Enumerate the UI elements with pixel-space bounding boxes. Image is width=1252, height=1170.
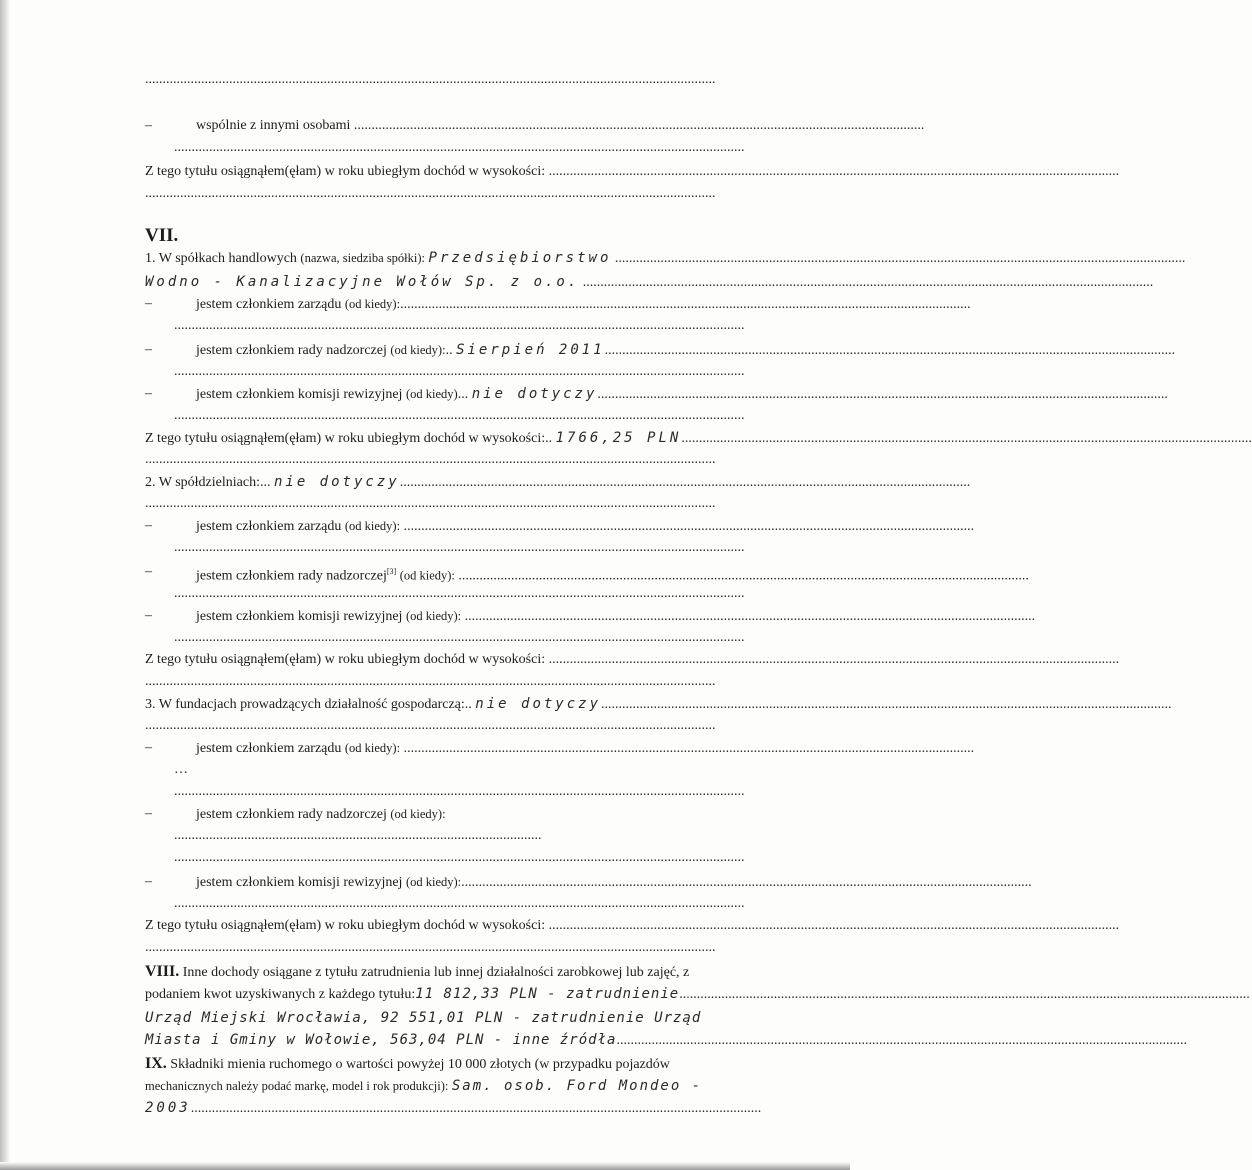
handwritten-answer: Miasta i Gminy w Wołowie, 563,04 PLN - inne źródła bbox=[145, 1032, 617, 1048]
item-jointly: wspólnie z innymi osobami ................................................................................................................................................................... bbox=[196, 118, 925, 133]
list-dash: – bbox=[145, 806, 152, 821]
dotted-line: ................................................................................................................................................................... bbox=[174, 140, 745, 155]
list-dash: – bbox=[145, 608, 152, 623]
handwritten-answer: 1766,25 PLN bbox=[555, 430, 682, 446]
dotted-line: ................................................................................................................................................................... bbox=[174, 630, 745, 645]
income-line: Z tego tytułu osiągnąłem(ęłam) w roku ubiegłym dochód w wysokości: ................................................................................................................................................................... bbox=[145, 652, 1120, 667]
coop-audit-line: jestem członkiem komisji rewizyjnej (od kiedy): ................................................................................................................................................................... bbox=[196, 609, 1036, 624]
list-dash: – bbox=[145, 296, 152, 311]
sec8-line-b: podaniem kwot uzyskiwanych z każdego tytułu:11 812,33 PLN - zatrudnienie................................................................................................................................................................... bbox=[145, 986, 1250, 1002]
fund-audit-line: jestem członkiem komisji rewizyjnej (od kiedy):................................................................................................................................................................... bbox=[196, 875, 1032, 890]
sec8-line-a: VIII. Inne dochody osiągane z tytułu zatrudnienia lub innej działalności zarobkowej lub zajęć, z bbox=[145, 963, 690, 980]
sec9-line-b: mechanicznych należy podać markę, model i rok produkcji): Sam. osob. Ford Mondeo - bbox=[145, 1078, 703, 1094]
coop-board-line: jestem członkiem zarządu (od kiedy): ................................................................................................................................................................... bbox=[196, 519, 975, 534]
dotted-line: ......................................................................................................... bbox=[174, 828, 542, 843]
q2-line: 2. W spółdzielniach:... nie dotyczy................................................................................................................................................................... bbox=[145, 474, 971, 490]
dotted-line: ................................................................................................................................................................... bbox=[145, 452, 716, 467]
income-line: Z tego tytułu osiągnąłem(ęłam) w roku ubiegłym dochód w wysokości: ................................................................................................................................................................... bbox=[145, 164, 1120, 179]
sec8-line-c bbox=[145, 1010, 805, 1027]
dotted-line: ................................................................................................................................................................... bbox=[174, 784, 745, 799]
list-dash: – bbox=[145, 740, 152, 755]
handwritten-answer: Przedsiębiorstwo bbox=[428, 250, 612, 266]
dotted-line: ................................................................................................................................................................... bbox=[174, 850, 745, 865]
handwritten-answer: Sam. osob. Ford Mondeo - bbox=[451, 1078, 703, 1094]
scan-edge-shadow bbox=[0, 0, 10, 1170]
audit-line: jestem członkiem komisji rewizyjnej (od kiedy)... nie dotyczy................................................................................................................................................................... bbox=[196, 386, 1168, 402]
handwritten-answer: 11 812,33 PLN - zatrudnienie bbox=[415, 986, 680, 1002]
section-heading: IX. bbox=[145, 1055, 167, 1072]
handwritten-answer: Sierpień 2011 bbox=[456, 342, 605, 358]
list-dash: – bbox=[145, 874, 152, 889]
q3-line: 3. W fundacjach prowadzących działalność gospodarczą:.. nie dotyczy................................................................................................................................................................... bbox=[145, 696, 1172, 712]
list-dash: – bbox=[145, 386, 152, 401]
handwritten-answer: 2003 bbox=[145, 1100, 191, 1116]
sec8-line-d: Miasta i Gminy w Wołowie, 563,04 PLN - inne źródła................................................................................................................................................................... bbox=[145, 1032, 1187, 1048]
handwritten-answer: nie dotyczy bbox=[273, 474, 400, 490]
list-dash: – bbox=[145, 342, 152, 357]
sec9-line-a: IX. Składniki mienia ruchomego o wartości powyżej 10 000 złotych (w przypadku pojazdów bbox=[145, 1055, 670, 1072]
income-line: Z tego tytułu osiągnąłem(ęłam) w roku ubiegłym dochód w wysokości: ................................................................................................................................................................... bbox=[145, 918, 1120, 933]
fund-board-line: jestem członkiem zarządu (od kiedy): ................................................................................................................................................................... bbox=[196, 741, 975, 756]
dotted-line: ................................................................................................................................................................... bbox=[174, 896, 745, 911]
handwritten-answer: Urząd Miejski Wrocławia, 92 551,01 PLN - zatrudnienie Urząd bbox=[145, 1010, 702, 1026]
dotted-line: ................................................................................................................................................................... bbox=[174, 540, 745, 555]
handwritten-answer: nie dotyczy bbox=[475, 696, 602, 712]
dotted-line: ................................................................................................................................................................... bbox=[174, 408, 745, 423]
list-dash: – bbox=[145, 518, 152, 533]
dotted-line: ................................................................................................................................................................... bbox=[174, 586, 745, 601]
handwritten-answer: nie dotyczy bbox=[471, 386, 598, 402]
list-dash: – bbox=[145, 118, 152, 133]
dotted-line: ................................................................................................................................................................... bbox=[145, 496, 716, 511]
dotted-line: ................................................................................................................................................................... bbox=[145, 718, 716, 733]
board-line: jestem członkiem zarządu (od kiedy):................................................................................................................................................................... bbox=[196, 297, 971, 312]
list-dash: – bbox=[145, 564, 152, 579]
q1-answer-line: Wodno - Kanalizacyjne Wołów Sp. z o.o. ................................................................................................................................................................... bbox=[145, 274, 1154, 290]
dotted-line: ................................................................................................................................................................... bbox=[145, 186, 716, 201]
q1-line: 1. W spółkach handlowych (nazwa, siedziba spółki): Przedsiębiorstwo ................................................................................................................................................................... bbox=[145, 250, 1186, 266]
ellipsis: … bbox=[174, 762, 188, 777]
dotted-line: ................................................................................................................................................................... bbox=[174, 364, 745, 379]
supervisory-line: jestem członkiem rady nadzorczej (od kiedy):.. Sierpień 2011................................................................................................................................................................... bbox=[196, 342, 1176, 358]
coop-supervisory-line: jestem członkiem rady nadzorczej[3] (od kiedy): ................................................................................................................................................................... bbox=[196, 567, 1029, 584]
fund-supervisory-line: jestem członkiem rady nadzorczej (od kiedy): bbox=[196, 807, 446, 822]
dotted-line: ................................................................................................................................................................... bbox=[145, 940, 716, 955]
section-heading: VIII. bbox=[145, 963, 180, 980]
dotted-line: ................................................................................................................................................................... bbox=[145, 674, 716, 689]
section-heading: VII. bbox=[145, 225, 179, 246]
income-line: Z tego tytułu osiągnąłem(ęłam) w roku ubiegłym dochód w wysokości:.. 1766,25 PLN................................................................................................................................................................... bbox=[145, 430, 1252, 446]
dotted-line: ................................................................................................................................................................... bbox=[174, 318, 745, 333]
handwritten-answer: Wodno - Kanalizacyjne Wołów Sp. z o.o. bbox=[145, 274, 580, 290]
scan-bottom-shadow bbox=[0, 1162, 850, 1170]
dotted-line: ................................................................................................................................................................... bbox=[145, 72, 716, 87]
sec9-line-c: 2003................................................................................................................................................................... bbox=[145, 1100, 762, 1116]
